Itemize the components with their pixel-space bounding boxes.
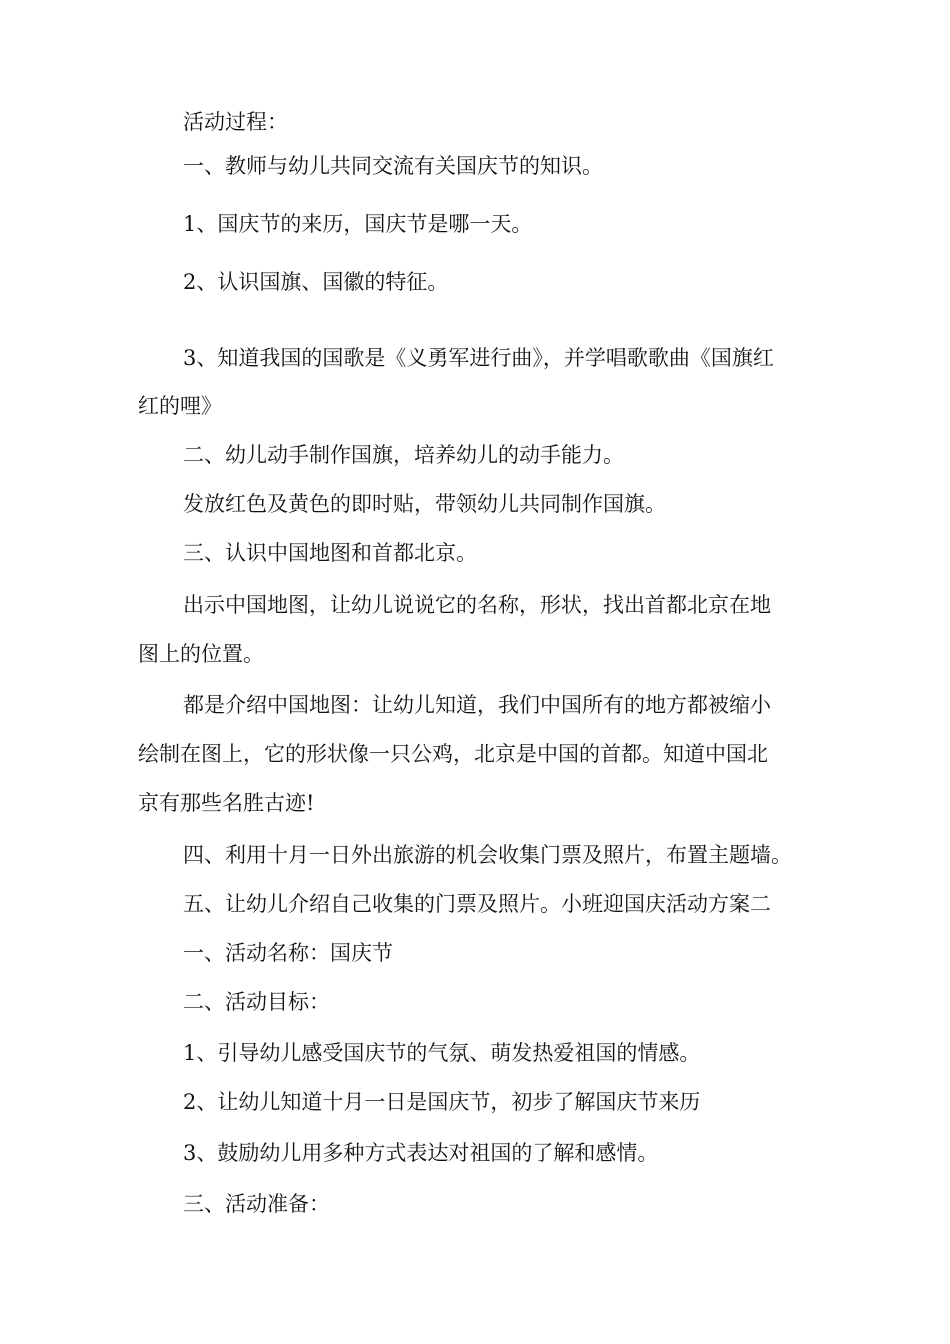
paragraph-line: 发放红色及黄色的即时贴，带领幼儿共同制作国旗。 <box>183 492 666 516</box>
section-heading-process: 活动过程： <box>183 110 288 134</box>
paragraph-line: 2、认识国旗、国徽的特征。 <box>183 270 449 294</box>
paragraph-line: 1、国庆节的来历，国庆节是哪一天。 <box>183 212 533 236</box>
paragraph-line: 1、引导幼儿感受国庆节的气氛、萌发热爱祖国的情感。 <box>183 1041 701 1065</box>
paragraph-line: 2、让幼儿知道十月一日是国庆节，初步了解国庆节来历 <box>183 1090 701 1114</box>
paragraph-line: 二、活动目标： <box>183 990 330 1014</box>
paragraph-line: 二、幼儿动手制作国旗，培养幼儿的动手能力。 <box>183 443 624 467</box>
paragraph-line: 一、教师与幼儿共同交流有关国庆节的知识。 <box>183 154 603 178</box>
paragraph-line: 绘制在图上，它的形状像一只公鸡，北京是中国的首都。知道中国北 <box>138 742 768 766</box>
paragraph-line: 红的哩》 <box>138 394 222 418</box>
paragraph-line: 三、认识中国地图和首都北京。 <box>183 541 477 565</box>
paragraph-line: 四、利用十月一日外出旅游的机会收集门票及照片，布置主题墙。 <box>183 843 792 867</box>
paragraph-line: 三、活动准备： <box>183 1192 330 1216</box>
paragraph-line: 3、知道我国的国歌是《义勇军进行曲》，并学唱歌歌曲《国旗红 <box>183 346 774 370</box>
paragraph-line: 都是介绍中国地图：让幼儿知道，我们中国所有的地方都被缩小 <box>183 693 771 717</box>
paragraph-line: 出示中国地图，让幼儿说说它的名称，形状，找出首都北京在地 <box>183 593 771 617</box>
paragraph-line: 3、鼓励幼儿用多种方式表达对祖国的了解和感情。 <box>183 1141 659 1165</box>
paragraph-line: 五、让幼儿介绍自己收集的门票及照片。小班迎国庆活动方案二 <box>183 892 771 916</box>
paragraph-line: 一、活动名称：国庆节 <box>183 941 393 965</box>
paragraph-line: 京有那些名胜古迹! <box>138 791 315 815</box>
paragraph-line: 图上的位置。 <box>138 642 264 666</box>
